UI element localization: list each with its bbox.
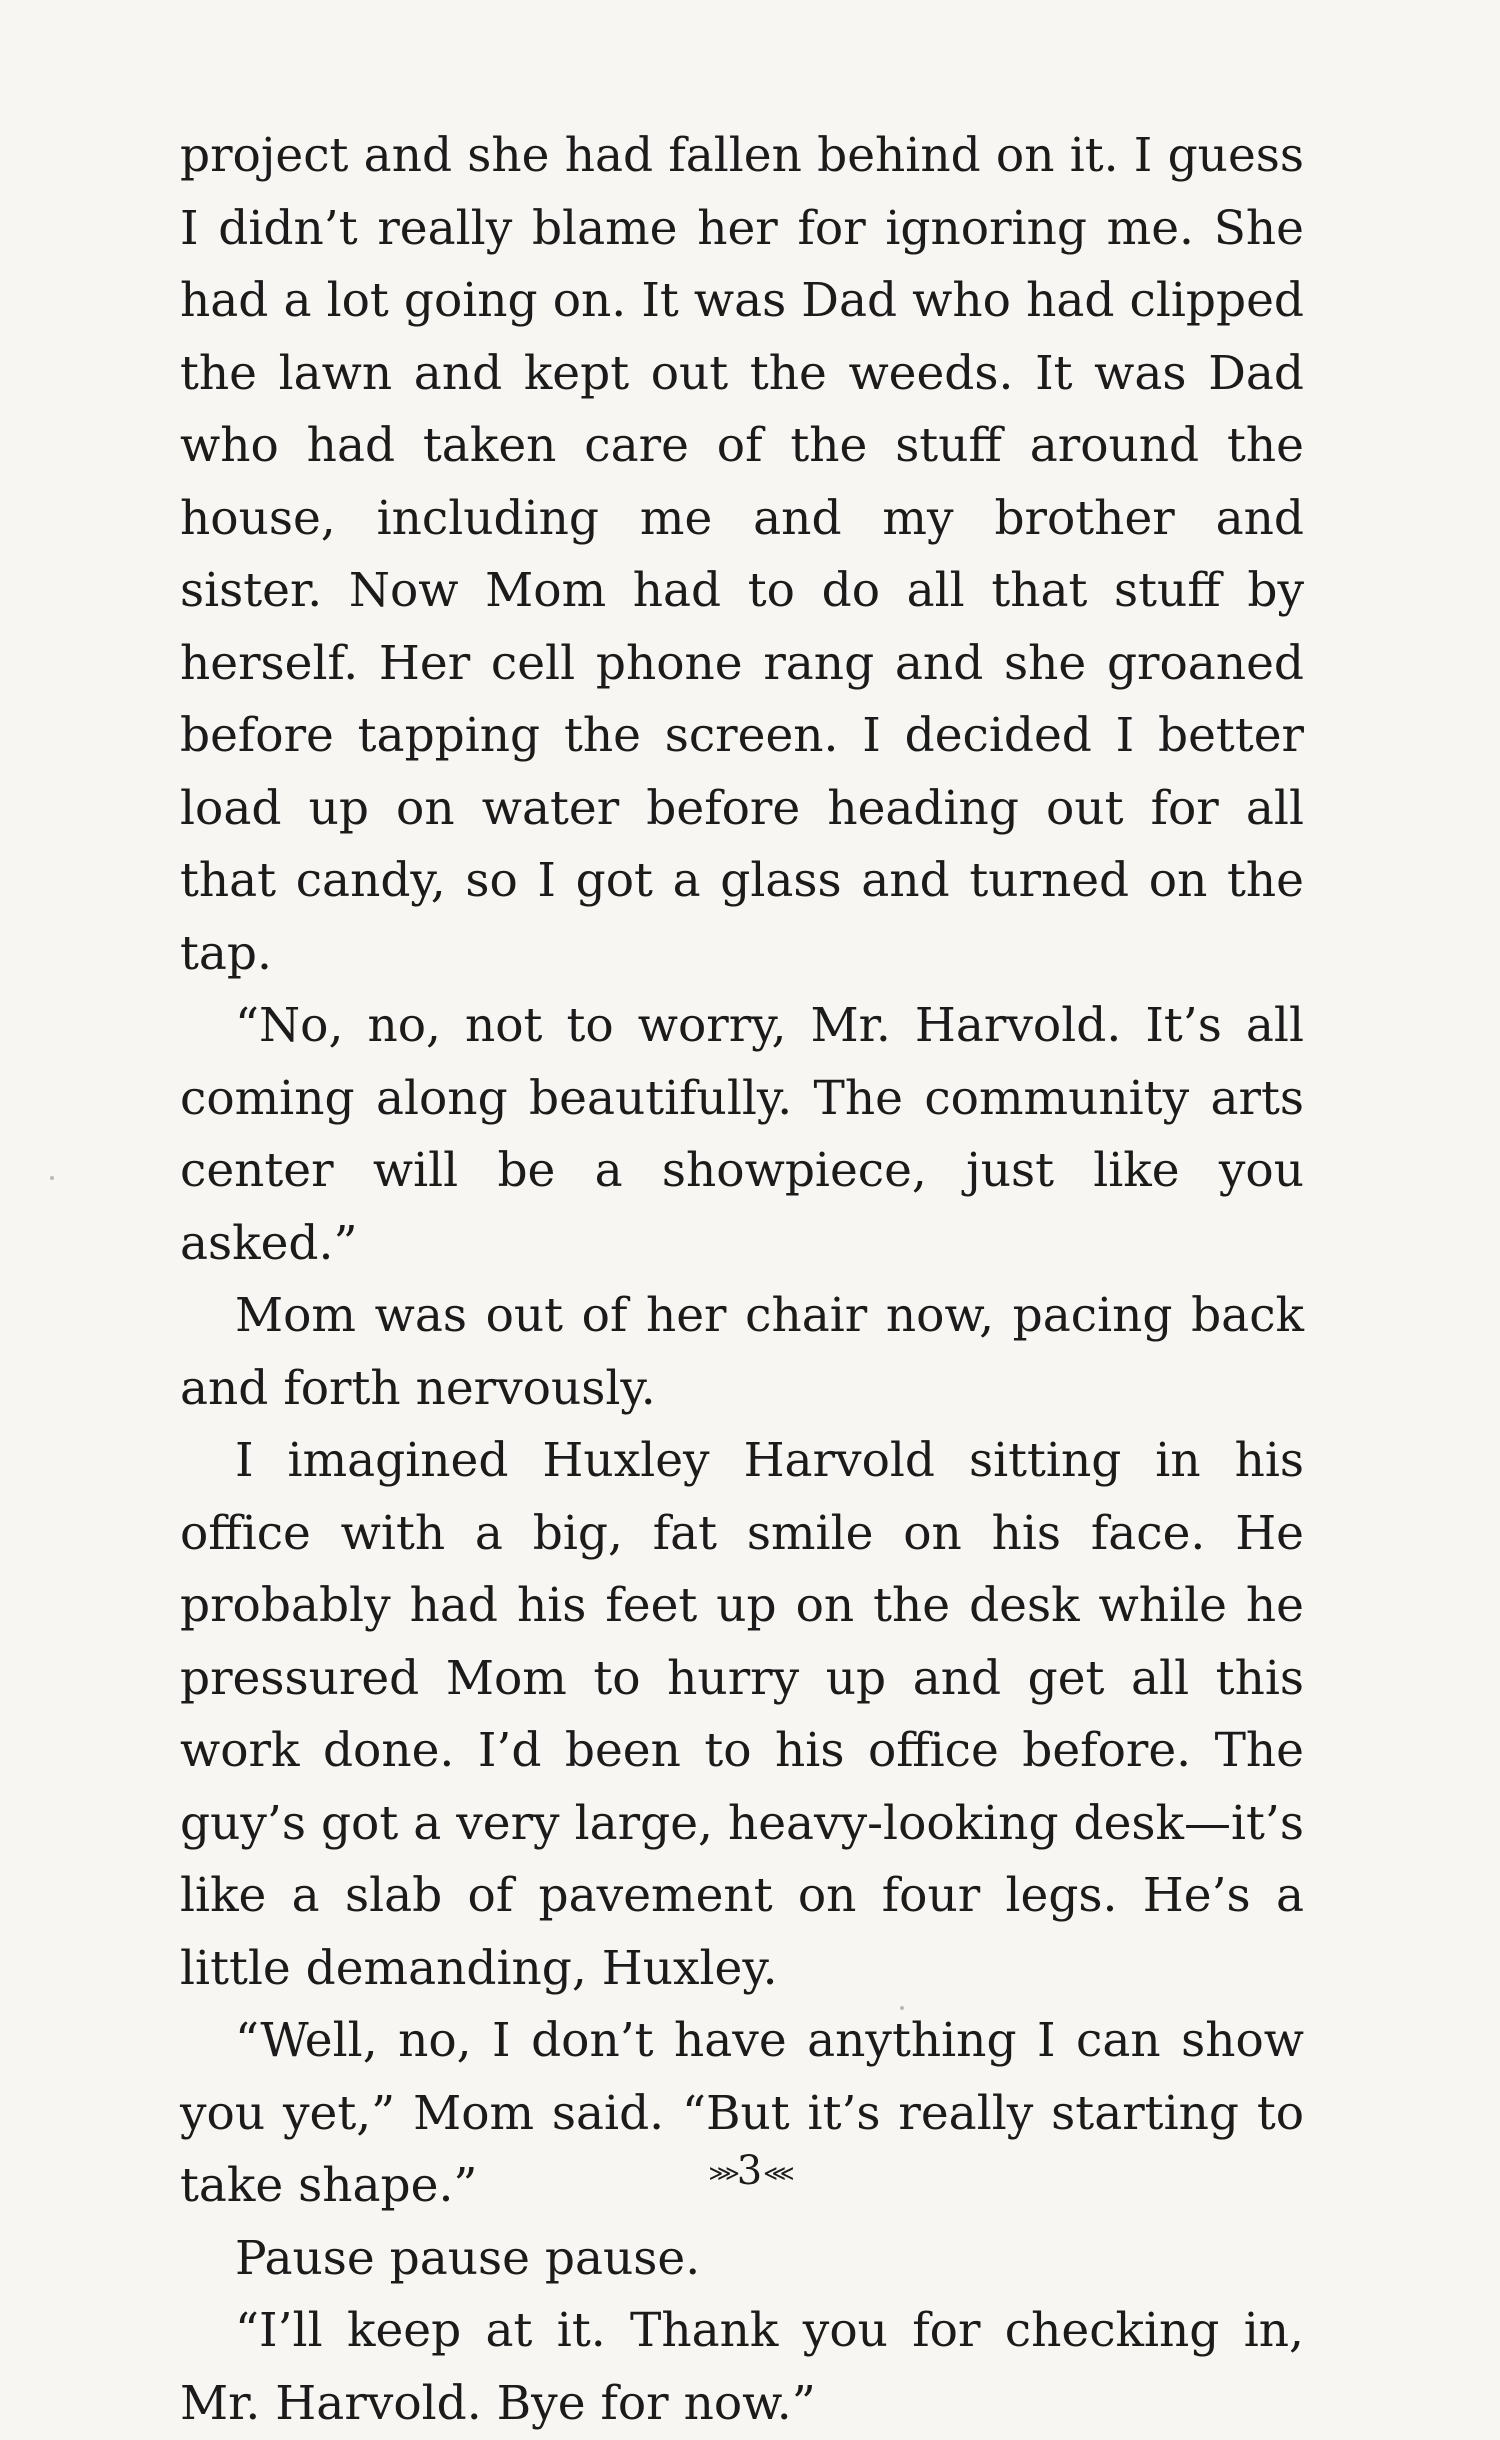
- page-number: 3: [736, 2148, 764, 2194]
- paragraph-7: “I’ll keep at it. Thank you for checking in, Mr. Harvold. Bye for now.”: [180, 2303, 1304, 2431]
- folio-ornament-left-icon: ⋙: [708, 2161, 737, 2187]
- paragraph-3: Mom was out of her chair now, pacing back and forth nervously.: [180, 1288, 1304, 1416]
- paper-speck: [900, 2006, 904, 2010]
- body-text: [180, 120, 1304, 2440]
- paragraph-2: “No, no, not to worry, Mr. Harvold. It’s all coming along beautifully. The community arts center will be a showpiece, just like you asked.”: [180, 998, 1304, 1271]
- paragraph-1: project and she had fallen behind on it. I guess I didn’t really blame her for ignoring me. She had a lot going on. It was Dad who had clipped the lawn and kept out the weeds. It was Dad who had taken care of the stuff around the house, including me and my brother and sister. Now Mom had to do all that stuff by herself. Her cell phone rang and she groaned before tapping the screen. I decided I better load up on water before heading out for all that candy, so I got a glass and turned on the tap.: [180, 128, 1304, 981]
- paragraph-6: Pause pause pause.: [235, 2230, 701, 2286]
- page-number-folio: [0, 2148, 1500, 2194]
- paragraph-4: I imagined Huxley Harvold sitting in his office with a big, fat smile on his face. He probably had his feet up on the desk while he pressured Mom to hurry up and get all this work done. I’d been to his office before. The guy’s got a very large, heavy-looking desk—it’s like a slab of pavement on four legs. He’s a little demanding, Huxley.: [180, 1433, 1304, 1996]
- folio-ornament-right-icon: ⋘: [763, 2161, 792, 2187]
- paper-speck: [50, 1176, 54, 1180]
- paragraph-5: “Well, no, I don’t have anything I can show you yet,” Mom said. “But it’s really starting to take shape.”: [180, 2013, 1304, 2213]
